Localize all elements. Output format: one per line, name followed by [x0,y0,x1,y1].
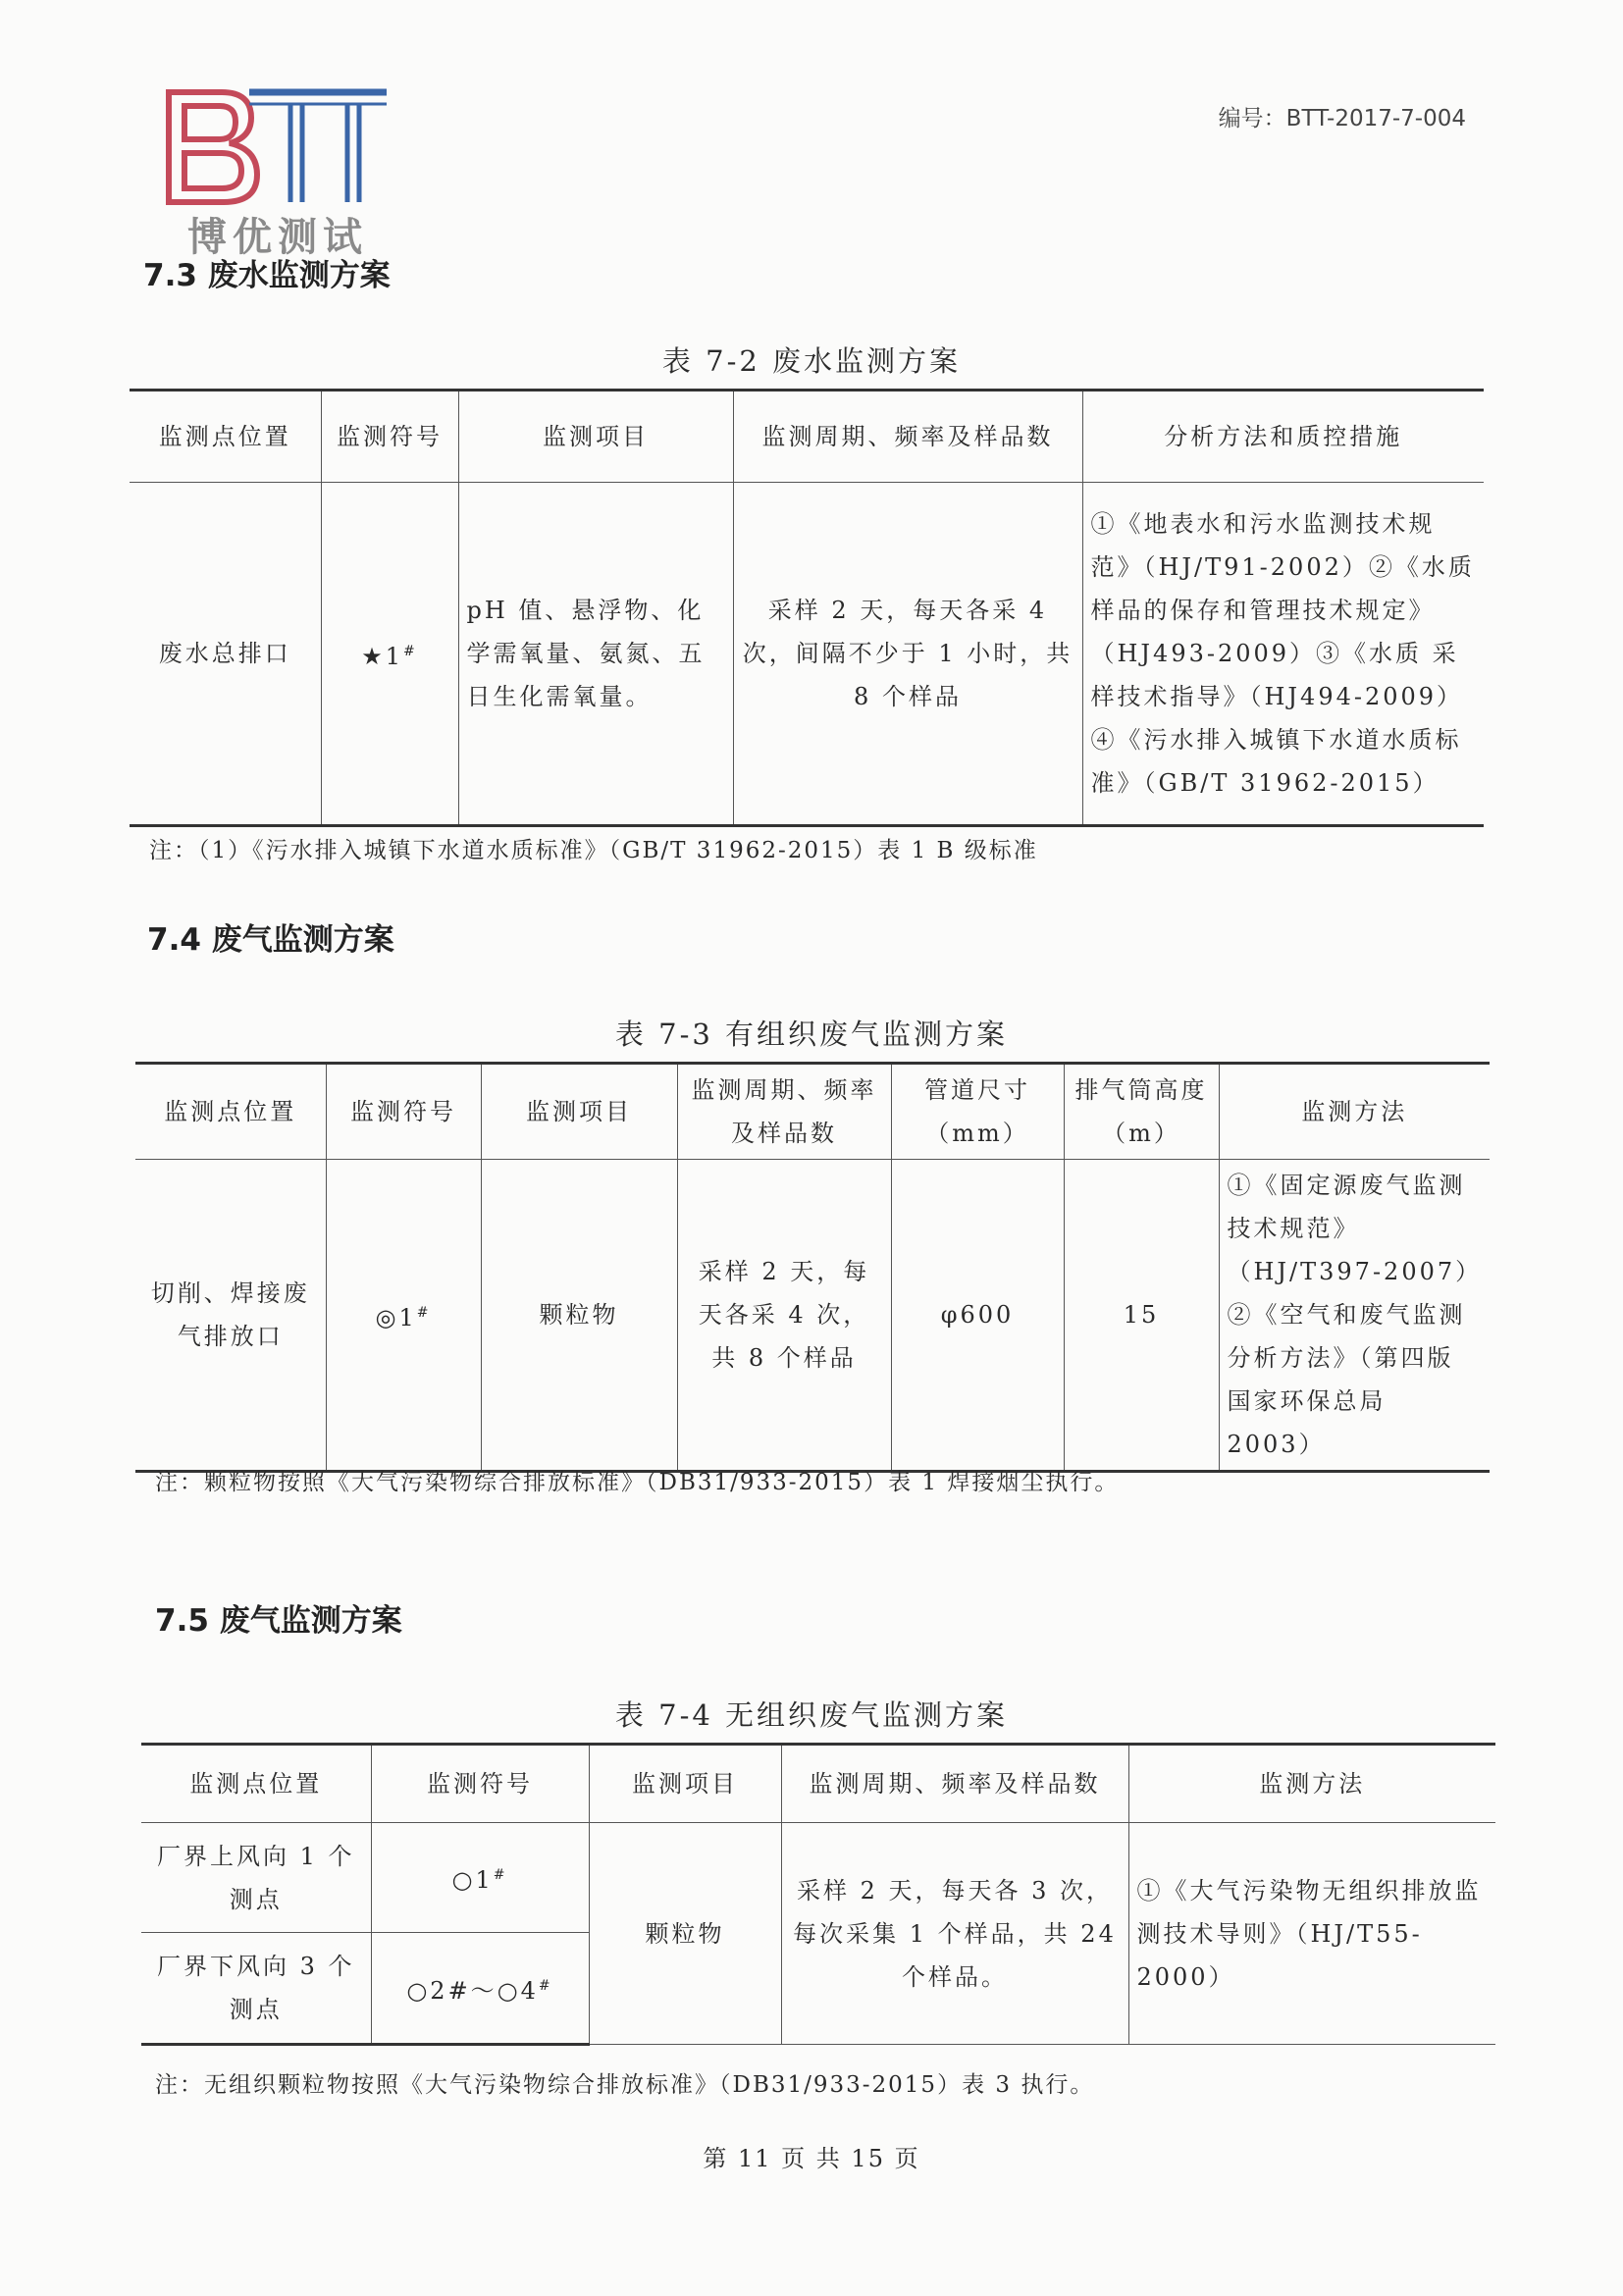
cell-period: 采样 2 天，每天各采 4 次，共 8 个样品 [677,1160,891,1472]
cell-items: 颗粒物 [481,1160,677,1472]
section-heading-7-3: 7.3 废水监测方案 [143,258,391,293]
cell-symbol [321,483,458,826]
cell-methods: ①《地表水和污水监测技术规范》（HJ/T91-2002）②《水质 样品的保存和管理技术规定》（HJ493-2009）③《水质 采样技术指导》（HJ494-2009）④《污水排入城镇下水道水质标准》（GB/T 31962-2015） [1082,483,1484,826]
cell-period: 采样 2 天，每天各采 4 次，间隔不少于 1 小时，共 8 个样品 [733,483,1082,826]
double-circle-symbol: ◎1 [375,1303,417,1331]
table-7-3-note: 注：颗粒物按照《大气污染物综合排放标准》（DB31/933-2015）表 1 焊接烟尘执行。 [155,1470,1120,1495]
cell-symbol-downwind [371,1933,589,2045]
col-items: 监测项目 [589,1745,781,1823]
wastewater-table [130,389,1484,827]
symbol-sup: # [493,1867,508,1883]
col-symbol: 监测符号 [371,1745,589,1823]
col-items: 监测项目 [481,1064,677,1160]
table-7-4-note: 注：无组织颗粒物按照《大气污染物综合排放标准》（DB31/933-2015）表 3 执行。 [155,2072,1095,2098]
cell-items: pH 值、悬浮物、化学需氧量、氨氮、五日生化需氧量。 [458,483,733,826]
cell-period: 采样 2 天，每天各 3 次，每次采集 1 个样品，共 24 个样品。 [781,1823,1128,2045]
col-period: 监测周期、频率及样品数 [781,1745,1128,1823]
col-pipe: 管道尺寸（mm） [891,1064,1064,1160]
page-number: 第 11 页 共 15 页 [703,2145,920,2172]
cell-symbol-upwind [371,1823,589,1933]
col-location: 监测点位置 [141,1745,371,1823]
cell-location-downwind: 厂界下风向 3 个测点 [141,1933,371,2045]
col-methods: 监测方法 [1128,1745,1495,1823]
col-symbol: 监测符号 [321,391,458,483]
col-items: 监测项目 [458,391,733,483]
symbol-sup: # [416,1304,432,1321]
table-7-2-note: 注：（1）《污水排入城镇下水道水质标准》（GB/T 31962-2015）表 1 B 级标准 [149,838,1038,863]
col-methods: 监测方法 [1219,1064,1490,1160]
col-period: 监测周期、频率及样品数 [677,1064,891,1160]
cell-location-upwind: 厂界上风向 1 个测点 [141,1823,371,1933]
cell-items: 颗粒物 [589,1823,781,2045]
col-height: 排气筒高度（m） [1064,1064,1219,1160]
star-symbol: ★1 [361,642,404,670]
cell-height: 15 [1064,1160,1219,1472]
cell-pipe: φ600 [891,1160,1064,1472]
symbol-sup: # [538,1977,553,1994]
section-heading-7-4: 7.4 废气监测方案 [147,922,394,958]
cell-methods: ①《固定源废气监测技术规范》（HJ/T397-2007）②《空气和废气监测分析方法》（第四版 国家环保总局 2003） [1219,1160,1490,1472]
organized-exhaust-table [135,1062,1490,1473]
cell-location: 切削、焊接废气排放口 [135,1160,326,1472]
logo-text: 博优测试 [187,214,368,260]
cell-methods: ①《大气污染物无组织排放监测技术导则》（HJ/T55-2000） [1128,1823,1495,2045]
table-7-2-caption: 表 7-2 废水监测方案 [661,344,962,378]
document-number: 编号：BTT-2017-7-004 [1218,106,1466,131]
btt-logo-icon [165,88,391,206]
circle-symbol: ○1 [451,1866,494,1894]
col-methods: 分析方法和质控措施 [1082,391,1484,483]
unorganized-exhaust-table [141,1743,1495,2046]
col-period: 监测周期、频率及样品数 [733,391,1082,483]
symbol-sup: # [403,643,418,659]
col-location: 监测点位置 [135,1064,326,1160]
circle-symbol: ○2#～○4 [406,1976,539,2005]
section-heading-7-5: 7.5 废气监测方案 [155,1603,402,1639]
col-symbol: 监测符号 [326,1064,481,1160]
table-7-3-caption: 表 7-3 有组织废气监测方案 [614,1018,1009,1051]
company-logo [165,88,391,260]
cell-location: 废水总排口 [130,483,321,826]
cell-symbol [326,1160,481,1472]
col-location: 监测点位置 [130,391,321,483]
table-7-4-caption: 表 7-4 无组织废气监测方案 [614,1698,1009,1732]
